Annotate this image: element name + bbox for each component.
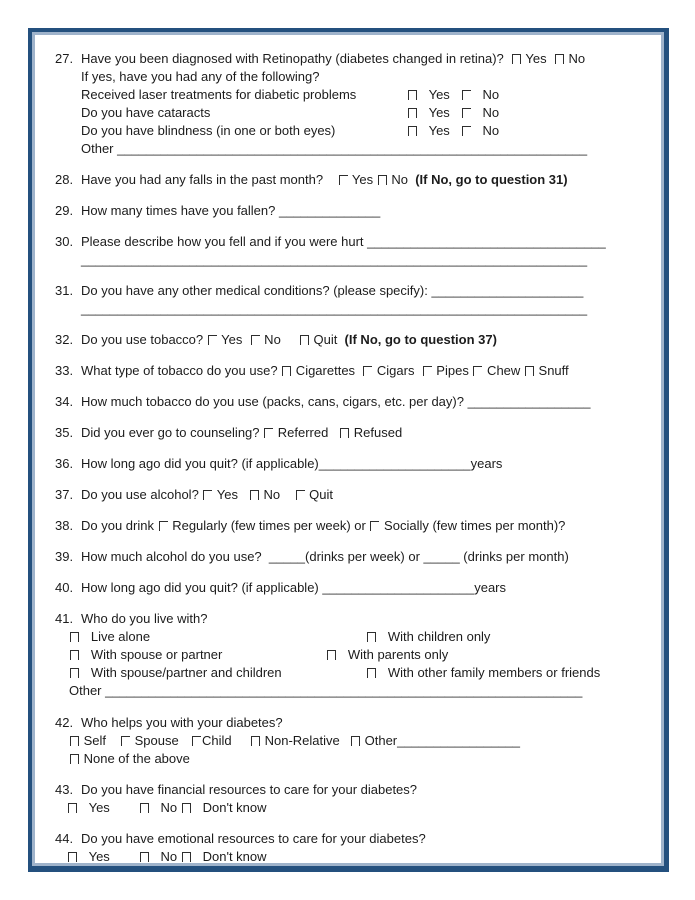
question-number: 35. [55, 425, 74, 440]
question-body [81, 331, 653, 349]
checkbox[interactable] [192, 736, 201, 746]
checkbox[interactable] [68, 852, 77, 862]
question-number: 38. [55, 518, 74, 533]
checkbox[interactable] [370, 521, 379, 531]
text-segment: Don't know [191, 849, 267, 863]
blank-field[interactable]: _____________________ [322, 580, 475, 595]
text-segment: (If No, go to question 31) [415, 172, 568, 187]
question-number: 41. [55, 611, 74, 626]
question-line [81, 331, 653, 349]
question-body [81, 50, 653, 158]
checkbox[interactable] [367, 668, 376, 678]
text-segment: Do you drink [81, 518, 158, 533]
checkbox[interactable] [525, 366, 534, 376]
checkbox[interactable] [203, 490, 212, 500]
question-line [81, 68, 653, 86]
checkbox[interactable] [512, 54, 521, 64]
text-segment: Have you been diagnosed with Retinopathy (diabetes changed in retina)? [81, 51, 512, 66]
question-line [81, 486, 653, 504]
question-number: 29. [55, 203, 74, 218]
text-segment: Regularly (few times per week) or [168, 518, 370, 533]
question-number: 27. [55, 51, 74, 66]
text-segment: (If No, go to question 37) [344, 332, 497, 347]
checkbox[interactable] [473, 366, 482, 376]
question-36 [55, 455, 653, 473]
question-number: 42. [55, 715, 74, 730]
text-segment: Spouse [131, 733, 179, 748]
text-segment: Yes [78, 800, 139, 815]
text-segment: Quit [309, 332, 345, 347]
form-content [35, 35, 661, 863]
question-body [81, 424, 653, 442]
question-body [69, 610, 653, 700]
blank-field[interactable]: ______________ [278, 203, 381, 218]
question-line [69, 750, 653, 768]
question-number: 32. [55, 332, 74, 347]
question-line [81, 548, 653, 566]
question-27 [55, 50, 653, 158]
text-segment: (drinks per month) [459, 549, 569, 564]
text-segment: Yes [78, 849, 139, 863]
question-body [81, 362, 653, 380]
text-segment: Do you use alcohol? [81, 487, 203, 502]
text-segment: If yes, have you had any of the following? [81, 69, 320, 84]
question-number: 31. [55, 283, 74, 298]
question-body [81, 233, 653, 269]
text-segment: Other [361, 733, 398, 748]
question-41 [55, 610, 653, 700]
checkbox[interactable] [462, 108, 471, 118]
text-segment: Yes [348, 172, 377, 187]
text-segment: No [149, 800, 181, 815]
blank-field[interactable]: _____ [423, 549, 460, 564]
checkbox[interactable] [140, 803, 149, 813]
checkbox[interactable] [68, 803, 77, 813]
text-segment: Yes [213, 487, 249, 502]
question-31 [55, 282, 653, 318]
question-38 [55, 517, 653, 535]
question-line [67, 799, 653, 817]
text-segment: Received laser treatments for diabetic problems [81, 87, 357, 102]
text-segment: Self [80, 733, 107, 748]
question-line [81, 714, 653, 732]
checkbox[interactable] [208, 335, 217, 345]
text-segment: No [260, 332, 299, 347]
question-37 [55, 486, 653, 504]
question-line [81, 171, 653, 189]
text-segment: Cigarettes [292, 363, 363, 378]
text-segment: With spouse or partner [80, 647, 223, 662]
checkbox[interactable] [70, 650, 79, 660]
text-segment: No [471, 123, 500, 138]
text-segment: Quit [305, 487, 333, 502]
checkbox[interactable] [70, 754, 79, 764]
question-39 [55, 548, 653, 566]
text-segment: With children only [377, 629, 491, 644]
question-line [81, 251, 653, 269]
text-segment: Live alone [80, 629, 151, 644]
question-number: 39. [55, 549, 74, 564]
question-body [81, 455, 653, 473]
checkbox[interactable] [296, 490, 305, 500]
question-body [81, 517, 653, 535]
blank-field[interactable]: ______________________________________________________________________ [81, 301, 588, 316]
question-line [69, 664, 653, 682]
text-segment: Chew [483, 363, 524, 378]
question-number: 37. [55, 487, 74, 502]
checkbox[interactable] [363, 366, 372, 376]
question-line [69, 646, 653, 664]
question-28 [55, 171, 653, 189]
checkbox[interactable] [250, 490, 259, 500]
question-33 [55, 362, 653, 380]
question-43 [55, 781, 653, 817]
checkbox[interactable] [264, 428, 273, 438]
text-segment: Do you use tobacco? [81, 332, 207, 347]
question-42 [55, 714, 653, 768]
checkbox[interactable] [121, 736, 130, 746]
text-segment: Refused [350, 425, 403, 440]
checkbox[interactable] [339, 175, 348, 185]
text-segment: years [470, 456, 503, 471]
page-border-inner [32, 32, 664, 866]
question-body [81, 579, 653, 597]
text-segment: Referred [274, 425, 340, 440]
text-segment: Other [69, 683, 106, 698]
question-line [81, 579, 653, 597]
text-segment: How much tobacco do you use (packs, cans, cigars, etc. per day)? [81, 394, 468, 409]
blank-field[interactable]: _____ [268, 549, 306, 564]
text-segment: Did you ever go to counseling? [81, 425, 264, 440]
blank-field[interactable]: _________________________________ [367, 234, 606, 249]
text-segment: No [387, 172, 416, 187]
question-line [81, 830, 653, 848]
question-line [81, 282, 653, 300]
question-32 [55, 331, 653, 349]
blank-field[interactable]: _____________________ [318, 456, 471, 471]
text-segment: Who helps you with your diabetes? [81, 715, 283, 730]
text-segment: No [471, 105, 500, 120]
question-number: 43. [55, 782, 74, 797]
checkbox[interactable] [70, 668, 79, 678]
text-segment: Do you have emotional resources to care for your diabetes? [81, 831, 426, 846]
question-number: 33. [55, 363, 74, 378]
checkbox[interactable] [182, 852, 191, 862]
question-line [81, 393, 653, 411]
checkbox[interactable] [351, 736, 360, 746]
question-29 [55, 202, 653, 220]
question-body [81, 282, 653, 318]
text-segment: With other family members or friends [377, 665, 601, 680]
question-body [81, 202, 653, 220]
question-40 [55, 579, 653, 597]
question-number: 34. [55, 394, 74, 409]
checkbox[interactable] [70, 632, 79, 642]
text-segment: No [149, 849, 181, 863]
text-segment: Do you have blindness (in one or both eyes) [81, 123, 336, 138]
question-line [67, 848, 653, 863]
checkbox[interactable] [340, 428, 349, 438]
checkbox[interactable] [462, 126, 471, 136]
blank-field[interactable]: __________________________________________________________________ [105, 683, 583, 698]
text-segment: Pipes [432, 363, 473, 378]
text-segment: Who do you live with? [81, 611, 208, 626]
text-segment: Child [202, 733, 232, 748]
blank-field[interactable]: _____________________ [431, 283, 584, 298]
question-body [78, 781, 653, 817]
question-line [69, 628, 653, 646]
question-line [81, 202, 653, 220]
question-34 [55, 393, 653, 411]
page-border [28, 28, 669, 872]
question-line [81, 610, 653, 628]
text-segment: No [471, 87, 500, 102]
text-segment: Please describe how you fell and if you were hurt [81, 234, 368, 249]
text-segment: With spouse/partner and children [80, 665, 282, 680]
checkbox[interactable] [367, 632, 376, 642]
text-segment: Snuff [534, 363, 569, 378]
text-segment: With parents only [337, 647, 449, 662]
question-body [81, 714, 653, 768]
text-segment: How much alcohol do you use? [81, 549, 269, 564]
checkbox[interactable] [408, 108, 417, 118]
text-segment: Do you have any other medical conditions? (please specify): [81, 283, 432, 298]
text-segment: None of the above [80, 751, 190, 766]
text-segment: Yes [217, 332, 250, 347]
text-segment: No [259, 487, 295, 502]
checkbox[interactable] [140, 852, 149, 862]
checkbox[interactable] [555, 54, 564, 64]
question-line [81, 517, 653, 535]
text-segment: Yes [418, 123, 461, 138]
checkbox[interactable] [408, 90, 417, 100]
blank-field[interactable]: _________________________________________________________________ [117, 141, 588, 156]
question-line [81, 140, 653, 158]
checkbox[interactable] [159, 521, 168, 531]
question-line [81, 362, 653, 380]
question-number: 36. [55, 456, 74, 471]
checkbox[interactable] [408, 126, 417, 136]
text-segment: How many times have you fallen? [81, 203, 279, 218]
question-line [81, 50, 653, 68]
question-44 [55, 830, 653, 863]
checkbox[interactable] [462, 90, 471, 100]
question-line [81, 781, 653, 799]
checkbox[interactable] [251, 736, 260, 746]
blank-field[interactable]: _________________ [397, 733, 521, 748]
text-segment: No [564, 51, 586, 66]
question-number: 44. [55, 831, 74, 846]
text-segment: Do you have financial resources to care for your diabetes? [81, 782, 418, 797]
question-30 [55, 233, 653, 269]
checkbox[interactable] [423, 366, 432, 376]
question-number: 28. [55, 172, 74, 187]
checkbox[interactable] [282, 366, 291, 376]
text-segment: (drinks per week) or [305, 549, 424, 564]
question-line [69, 732, 653, 750]
blank-field[interactable]: _________________ [467, 394, 591, 409]
question-line [81, 424, 653, 442]
text-segment: Do you have cataracts [81, 105, 211, 120]
checkbox[interactable] [378, 175, 387, 185]
checkbox[interactable] [70, 736, 79, 746]
question-body [81, 393, 653, 411]
text-segment: Yes [418, 87, 461, 102]
text-segment: What type of tobacco do you use? [81, 363, 282, 378]
question-number: 30. [55, 234, 74, 249]
text-segment: How long ago did you quit? (if applicable) [81, 456, 319, 471]
question-body [81, 548, 653, 566]
checkbox[interactable] [251, 335, 260, 345]
text-segment: How long ago did you quit? (if applicable) [81, 580, 323, 595]
text-segment: Don't know [191, 800, 267, 815]
question-number: 40. [55, 580, 74, 595]
question-body [78, 830, 653, 863]
text-segment: Other [81, 141, 118, 156]
blank-field[interactable]: ______________________________________________________________________ [81, 252, 588, 267]
question-line [81, 233, 653, 251]
question-line [81, 122, 653, 140]
text-segment: Yes [418, 105, 461, 120]
checkbox[interactable] [327, 650, 336, 660]
question-line [81, 455, 653, 473]
checkbox[interactable] [182, 803, 191, 813]
question-body [81, 486, 653, 504]
text-segment: Have you had any falls in the past month? [81, 172, 338, 187]
checkbox[interactable] [300, 335, 309, 345]
question-35 [55, 424, 653, 442]
question-line [81, 86, 653, 104]
text-segment: Non-Relative [261, 733, 340, 748]
question-line [81, 300, 653, 318]
question-line [69, 682, 653, 700]
question-line [81, 104, 653, 122]
text-segment: Yes [522, 51, 554, 66]
text-segment: years [474, 580, 507, 595]
question-body [81, 171, 653, 189]
text-segment: Cigars [373, 363, 422, 378]
text-segment: Socially (few times per month)? [380, 518, 566, 533]
